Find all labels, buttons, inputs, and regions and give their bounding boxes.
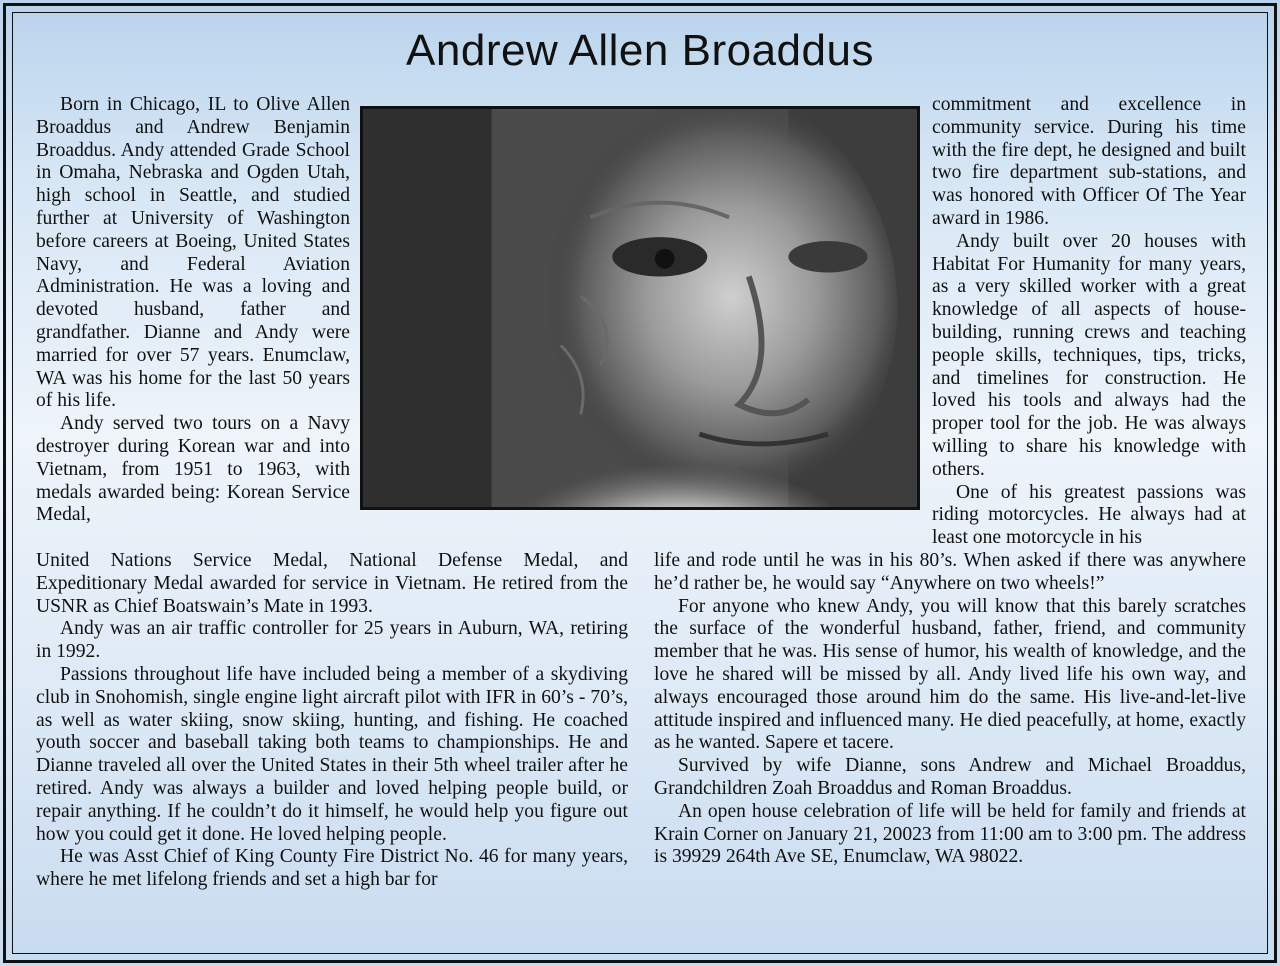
paragraph-fire-district: He was Asst Chief of King County Fire District No. 46 for many years, where he met lifelong friends and set a high bar for [36, 846, 628, 891]
portrait-image [363, 109, 917, 507]
paragraph-motorcycles: One of his greatest passions was riding motorcycles. He always had at least one motorcycle in his [932, 481, 1246, 549]
paragraph-air-traffic: Andy was an air traffic controller for 25 years in Auburn, WA, retiring in 1992. [36, 618, 628, 663]
right-column-top [932, 94, 1246, 550]
portrait-photo [360, 106, 920, 510]
paragraph-birth: Born in Chicago, IL to Olive Allen Broaddus and Andrew Benjamin Broaddus. Andy attended Grade School in Omaha, Nebraska and Ogden Utah, high school in Seattle, and studied further at University of Washington before careers at Boeing, United States Navy, and Federal Aviation Administration. He was a loving and devoted husband, father and grandfather. Dianne and Andy were married for over 57 years. Enumclaw, WA was his home for the last 50 years of his life. [36, 94, 350, 412]
paragraph-passions: Passions throughout life have included being a member of a skydiving club in Snohomish, single engine light aircraft pilot with IFR in 60’s - 70’s, as well as water skiing, snow skiing, hunting, and fishing. He coached youth soccer and baseball taking both teams to championships. He and Dianne traveled all over the United States in their 5th wheel trailer after he retired. Andy was always a builder and loved helping people build, or repair anything. If he couldn’t do it himself, he would help you figure out how you could get it done. He loved helping people. [36, 663, 628, 845]
left-column-top [36, 94, 350, 527]
right-column-bottom [654, 550, 1246, 869]
paragraph-fire-dept-continued: commitment and excellence in community service. During his time with the fire dept, he designed and built two fire department sub-stations, and was honored with Officer Of The Year award in 1986. [932, 94, 1246, 229]
paragraph-navy-continued: United Nations Service Medal, National Defense Medal, and Expeditionary Medal awarded for service in Vietnam. He retired from the USNR as Chief Boatswain’s Mate in 1993. [36, 550, 628, 617]
paragraph-navy: Andy served two tours on a Navy destroyer during Korean war and into Vietnam, from 1951 to 1963, with medals awarded being: Korean Service Medal, [36, 413, 350, 526]
paragraph-habitat: Andy built over 20 houses with Habitat For Humanity for many years, as a very skilled worker with a great knowledge of all aspects of house-building, running crews and teaching people skills, techniques, tips, tricks, and timelines for construction. He loved his tools and always had the proper tool for the job. He was always willing to share his knowledge with others. [932, 230, 1246, 480]
paragraph-survived-by: Survived by wife Dianne, sons Andrew and Michael Broaddus, Grandchildren Zoah Broaddus and Roman Broaddus. [654, 755, 1246, 799]
paragraph-celebration: An open house celebration of life will be held for family and friends at Krain Corner on January 21, 20023 from 11:00 am to 3:00 pm. The address is 39929 264th Ave SE, Enumclaw, WA 98022. [654, 800, 1246, 868]
left-column-bottom [36, 550, 628, 892]
paragraph-motorcycles-continued: life and rode until he was in his 80’s. When asked if there was anywhere he’d rather be, he would say “Anywhere on two wheels!” [654, 550, 1246, 594]
paragraph-tribute: For anyone who knew Andy, you will know that this barely scratches the surface of the wonderful husband, father, friend, and community member that he was. His sense of humor, his wealth of knowledge, and the love he shared will be missed by all. Andy lived life his own way, and always encouraged those around him do the same. His live-and-let-live attitude inspired and influenced many. He died peacefully, at home, exactly as he wanted. Sapere et tacere. [654, 595, 1246, 754]
obituary-title: Andrew Allen Broaddus [406, 26, 874, 75]
